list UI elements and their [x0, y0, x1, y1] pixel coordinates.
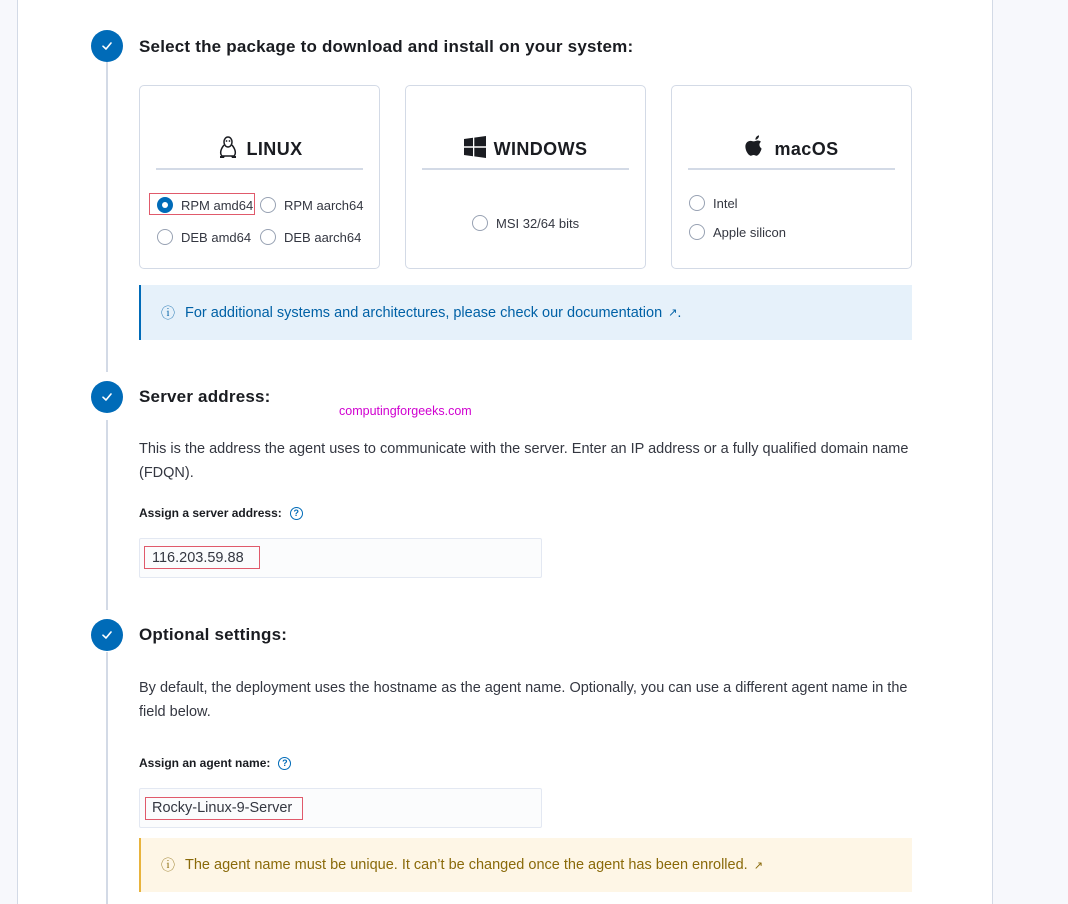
- warning-callout: [139, 838, 912, 892]
- windows-logo-icon: [464, 136, 486, 163]
- documentation-link[interactable]: For additional systems and architectures, please check our documentation: [185, 304, 663, 321]
- info-icon: ⓘ: [161, 304, 175, 321]
- radio-rpm-aarch64-label: RPM aarch64: [284, 197, 364, 213]
- server-address-label-text: Assign a server address:: [139, 506, 282, 520]
- server-address-label: [139, 506, 303, 520]
- radio-rpm-amd64-label: RPM amd64: [181, 197, 254, 213]
- step-2-complete-icon: [91, 381, 123, 413]
- radio-deb-aarch64-label: DEB aarch64: [284, 229, 362, 245]
- info-callout-suffix: .: [677, 304, 682, 321]
- radio-intel-circle-icon: [689, 195, 705, 211]
- radio-apple-silicon-circle-icon: [689, 224, 705, 240]
- warning-text: The agent name must be unique. It can’t be changed once the agent has been enrolled.: [185, 857, 748, 873]
- help-icon[interactable]: ?: [290, 507, 303, 520]
- selection-highlight: [149, 193, 255, 215]
- macos-card-title: macOS: [774, 138, 839, 159]
- radio-msi-circle-icon: [472, 215, 488, 231]
- windows-card-header: [422, 130, 629, 170]
- windows-card-title: WINDOWS: [493, 138, 588, 159]
- step-rail-3: [106, 652, 108, 904]
- step-3-title: Optional settings:: [139, 625, 288, 644]
- server-address-highlight: [144, 546, 260, 569]
- agent-name-highlight: [145, 797, 303, 820]
- agent-name-label-text: Assign an agent name:: [139, 756, 271, 770]
- radio-deb-amd64[interactable]: [157, 229, 251, 245]
- external-link-icon[interactable]: ↗: [753, 859, 763, 872]
- radio-intel[interactable]: [689, 195, 738, 211]
- help-icon[interactable]: ?: [278, 757, 291, 770]
- watermark-text: computingforgeeks.com: [339, 404, 472, 418]
- macos-card-header: [688, 130, 895, 170]
- radio-rpm-aarch64[interactable]: [260, 197, 363, 213]
- optional-settings-description: By default, the deployment uses the hostname as the agent name. Optionally, you can use a different agent name in the field below.: [139, 680, 908, 720]
- server-address-description: This is the address the agent uses to communicate with the server. Enter an IP address or a fully qualified domain name (FDQN).: [139, 441, 909, 481]
- external-link-icon[interactable]: ↗: [668, 307, 678, 319]
- linux-card: [139, 85, 380, 269]
- windows-card: [405, 85, 646, 269]
- step-2-title: Server address:: [139, 387, 271, 406]
- apple-logo-icon: [744, 134, 766, 165]
- linux-penguin-icon: [217, 135, 239, 164]
- warning-info-icon: ⓘ: [161, 857, 175, 873]
- linux-card-header: [156, 130, 363, 170]
- macos-card: [671, 85, 912, 269]
- info-callout: [139, 285, 912, 340]
- step-1-title: Select the package to download and install on your system:: [139, 37, 634, 56]
- step-3-complete-icon: [91, 619, 123, 651]
- step-1-complete-icon: [91, 30, 123, 62]
- radio-deb-amd64-label: DEB amd64: [181, 229, 252, 245]
- linux-card-title: LINUX: [246, 138, 303, 159]
- radio-msi-32-64[interactable]: [472, 215, 579, 231]
- radio-apple-silicon[interactable]: [689, 224, 786, 240]
- radio-deb-aarch64-circle-icon: [260, 229, 276, 245]
- radio-apple-silicon-label: Apple silicon: [713, 224, 786, 240]
- step-rail-2: [106, 420, 108, 610]
- radio-rpm-aarch64-circle-icon: [260, 197, 276, 213]
- radio-msi-label: MSI 32/64 bits: [496, 215, 580, 231]
- radio-deb-amd64-circle-icon: [157, 229, 173, 245]
- agent-name-label: [139, 756, 291, 770]
- radio-deb-aarch64[interactable]: [260, 229, 361, 245]
- step-rail-1: [106, 62, 108, 372]
- radio-intel-label: Intel: [713, 195, 738, 211]
